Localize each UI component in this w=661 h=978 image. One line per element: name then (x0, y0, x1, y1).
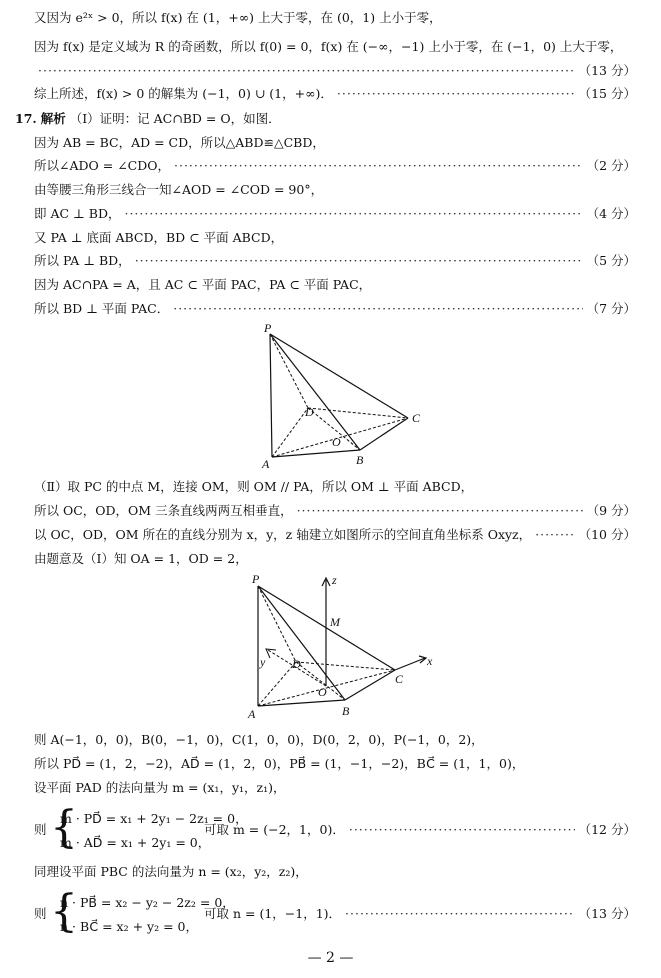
text-line: 因为 AC∩PA = A，且 AC ⊂ 平面 PAC，PA ⊂ 平面 PAC， (34, 277, 372, 292)
label-P: P (252, 572, 260, 586)
equation-system-2: 则 { n · PB⃗ = x₂ − y₂ − 2z₂ = 0， n · BC⃗ = x₂ + y₂ = 0， 可取 n = (1，−1，1)． ····· （13 分） (34, 890, 636, 936)
label-B: B (342, 704, 350, 718)
label-O: O (332, 435, 341, 449)
text-line: 所以∠ADO = ∠CDO， ····· （2 分） (34, 158, 636, 174)
label-y: y (260, 655, 266, 669)
text-line: 所以 PA ⊥ BD， ····· （5 分） (34, 253, 636, 269)
label-A: A (248, 707, 256, 720)
pyramid-figure-2 (240, 570, 440, 720)
label-P: P (264, 322, 272, 335)
text-line: 综上所述，f(x) > 0 的解集为 (−1，0) ∪ (1，+∞)． ····· （15 分） (34, 86, 636, 102)
text-line: 同理设平面 PBC 的法向量为 n = (x₂，y₂，z₂)， (34, 864, 308, 879)
text-line: 即 AC ⊥ BD， ····· （4 分） (34, 206, 636, 222)
label-A: A (262, 457, 270, 471)
text-line: 以 OC，OD，OM 所在的直线分别为 x，y，z 轴建立如图所示的空间直角坐标系 Oxyz， ····· （10 分） (34, 527, 636, 543)
score-line: ····· （13 分） (34, 63, 636, 79)
label-C: C (395, 672, 404, 686)
text-line: 则 A(−1，0，0)，B(0，−1，0)，C(1，0，0)，D(0，2，0)，P(−1，0，2)， (34, 732, 484, 747)
pyramid-figure-1 (250, 322, 430, 472)
equation-system-1: 则 { m · PD⃗ = x₁ + 2y₁ − 2z₁ = 0， m · AD⃗ = x₁ + 2y₁ = 0， 可取 m = (−2，1，0)． ····· （12 分） (34, 806, 636, 852)
text-line: （Ⅱ）取 PC 的中点 M，连接 OM，则 OM // PA，所以 OM ⊥ 平面 ABCD， (34, 479, 474, 494)
text-line: 由等腰三角形三线合一知∠AOD = ∠COD = 90°， (34, 182, 324, 197)
label-D: D (305, 405, 314, 419)
problem-17-header: 17. 解析 （Ⅰ）证明：记 AC∩BD = O，如图． (15, 111, 281, 126)
text-line: 由题意及（Ⅰ）知 OA = 1，OD = 2， (34, 551, 248, 566)
label-D: D (292, 657, 301, 671)
text-line: 因为 AB = BC，AD = CD，所以△ABD≌△CBD， (34, 135, 325, 150)
text-line: 所以 OC，OD，OM 三条直线两两互相垂直， ····· （9 分） (34, 503, 636, 519)
text-line: 因为 f(x) 是定义域为 R 的奇函数，所以 f(0) = 0，f(x) 在 (−∞，−1) 上小于零，在 (−1，0) 上大于零， (34, 39, 623, 54)
label-z: z (332, 573, 337, 587)
label-B: B (356, 453, 364, 467)
label-O: O (318, 685, 327, 699)
label-M: M (330, 615, 340, 629)
text-line: 所以 BD ⊥ 平面 PAC． ····· （7 分） (34, 301, 636, 317)
page-number: — 2 — (307, 950, 354, 966)
text-line: 所以 PD⃗ = (1，2，−2)，AD⃗ = (1，2，0)，PB⃗ = (1，−1，−2)，BC⃗ = (1，1，0)， (34, 756, 525, 771)
text-line: 又 PA ⊥ 底面 ABCD，BD ⊂ 平面 ABCD， (34, 230, 284, 245)
text-line: 又因为 e²ˣ > 0，所以 f(x) 在 (1，+∞) 上大于零，在 (0，1) 上小于零， (34, 10, 442, 25)
label-x: x (427, 654, 433, 668)
text-line: 设平面 PAD 的法向量为 m = (x₁，y₁，z₁)， (34, 780, 286, 795)
label-C: C (412, 411, 421, 425)
